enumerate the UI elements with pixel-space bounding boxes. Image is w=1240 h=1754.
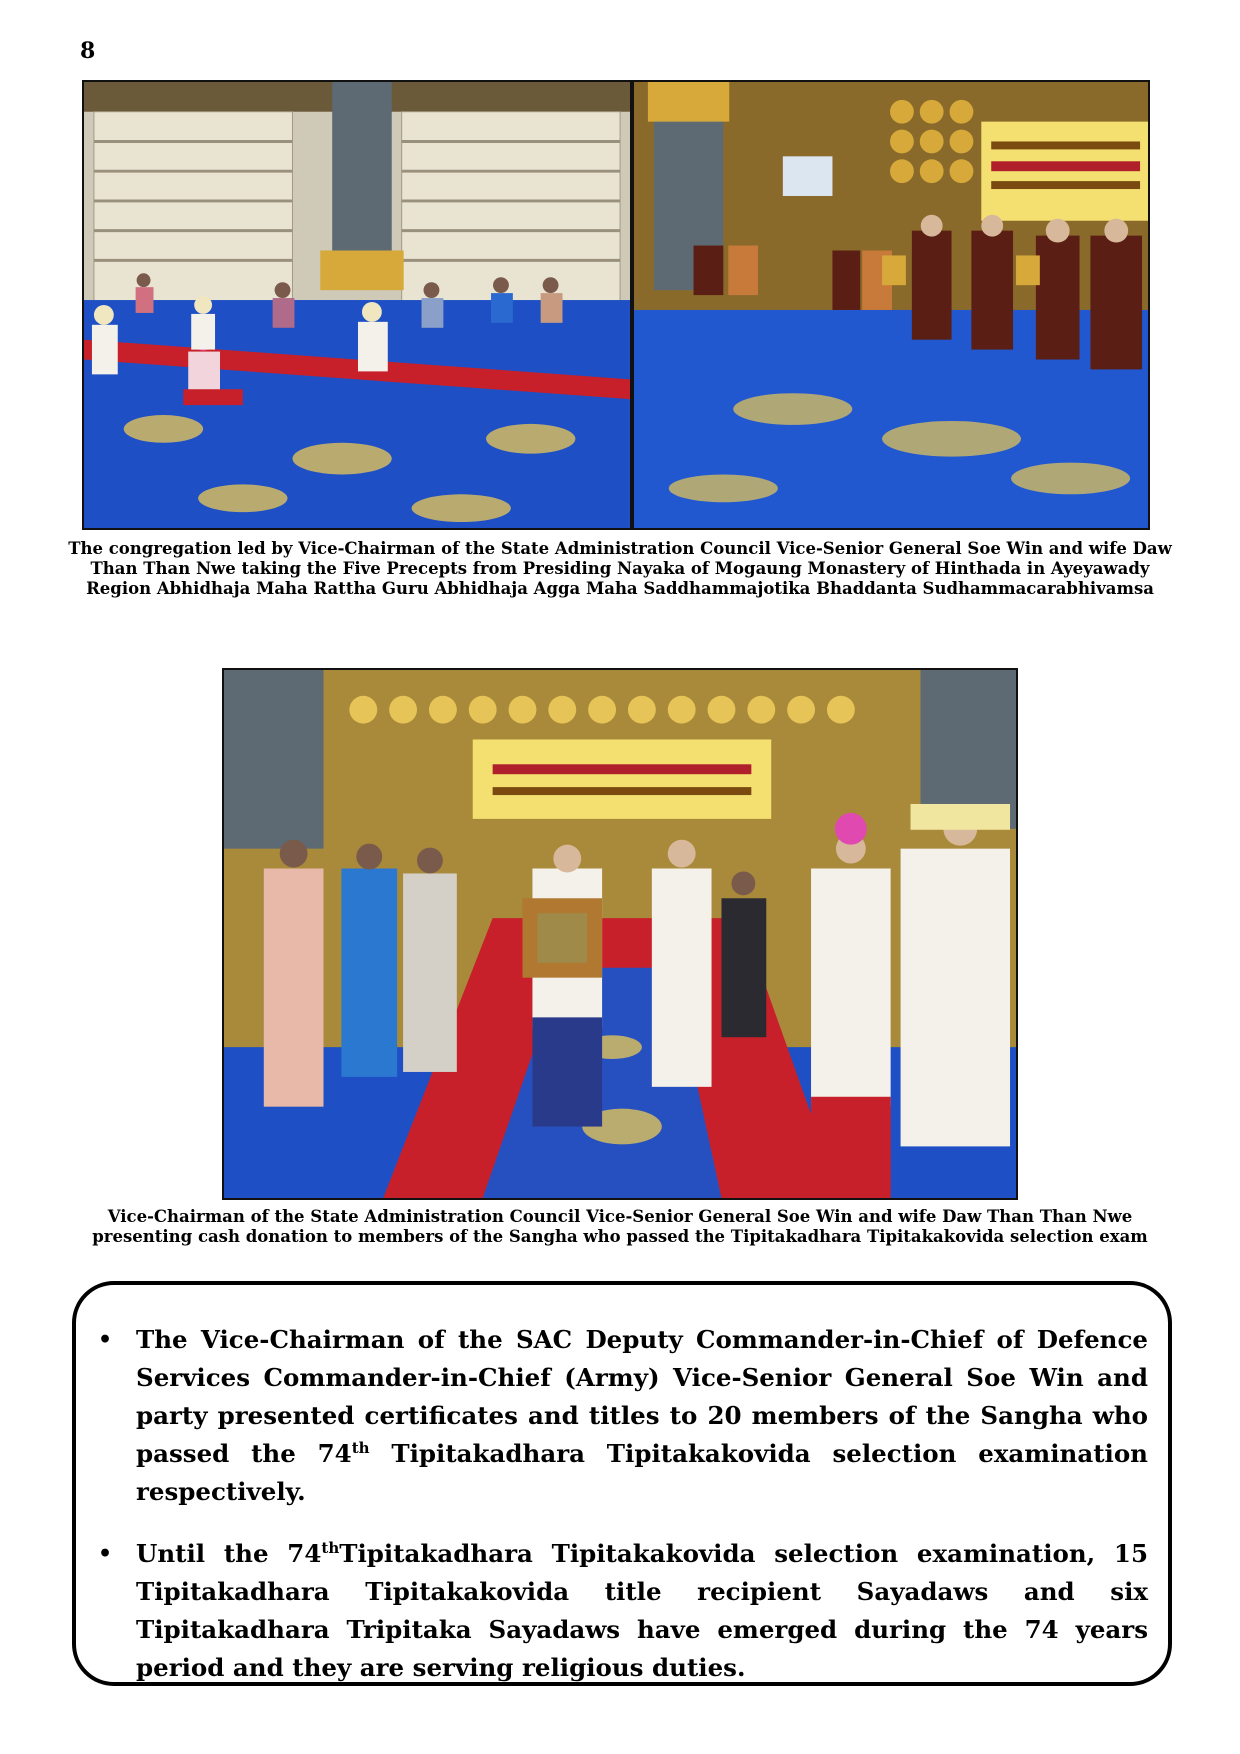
caption-top	[60, 539, 1180, 599]
fact-item-1	[76, 1321, 1168, 1511]
fact-item-2	[76, 1535, 1168, 1687]
sayadaws-seated-photo	[632, 80, 1150, 530]
sayadaws-photo-illustration	[634, 82, 1148, 528]
cash-donation-photo	[222, 668, 1018, 1200]
fact-item-2-sup: th	[321, 1538, 340, 1557]
fact-item-2-text: Until the 74	[136, 1539, 322, 1568]
congregation-precepts-photo	[82, 80, 632, 530]
caption-bottom-line-2: presenting cash donation to members of the Sangha who passed the Tipitakadhara Tipitakakovida selection exam	[92, 1227, 1148, 1246]
caption-top-line-2: Than Than Nwe taking the Five Precepts from Presiding Nayaka of Mogaung Monastery of Hinthada in Ayeyawady	[90, 559, 1150, 578]
fact-item-1-tail: Tipitakadhara Tipitakakovida selection examination respectively.	[136, 1439, 1148, 1506]
caption-top-line-1: The congregation led by Vice-Chairman of the State Administration Council Vice-Senior General Soe Win and wife Daw	[68, 539, 1172, 558]
fact-box	[72, 1281, 1172, 1686]
caption-bottom-line-1: Vice-Chairman of the State Administration Council Vice-Senior General Soe Win and wife Daw Than Than Nwe	[107, 1207, 1133, 1226]
bullet-icon: •	[98, 1327, 113, 1353]
donation-photo-illustration	[224, 670, 1016, 1198]
congregation-photo-illustration	[84, 82, 630, 528]
fact-item-1-sup: th	[351, 1438, 370, 1457]
bullet-icon: •	[98, 1541, 113, 1567]
caption-bottom	[60, 1207, 1180, 1247]
fact-list	[76, 1321, 1168, 1711]
page-number: 8	[80, 38, 96, 64]
caption-top-line-3: Region Abhidhaja Maha Rattha Guru Abhidhaja Agga Maha Saddhammajotika Bhaddanta Sudhammacarabhivamsa	[86, 579, 1154, 598]
fact-item-2-tail: Tipitakadhara Tipitakakovida selection examination, 15 Tipitakadhara Tipitakakovida title recipient Sayadaws and six Tipitakadhara Tripitaka Sayadaws have emerged during the 74 years period and they are serving religious duties.	[136, 1539, 1149, 1682]
fact-item-1-text: The Vice-Chairman of the SAC Deputy Commander-in-Chief of Defence Services Commander-in-Chief (Army) Vice-Senior General Soe Win and party presented certificates and titles to 20 members of the Sangha who passed the 74	[136, 1325, 1148, 1468]
